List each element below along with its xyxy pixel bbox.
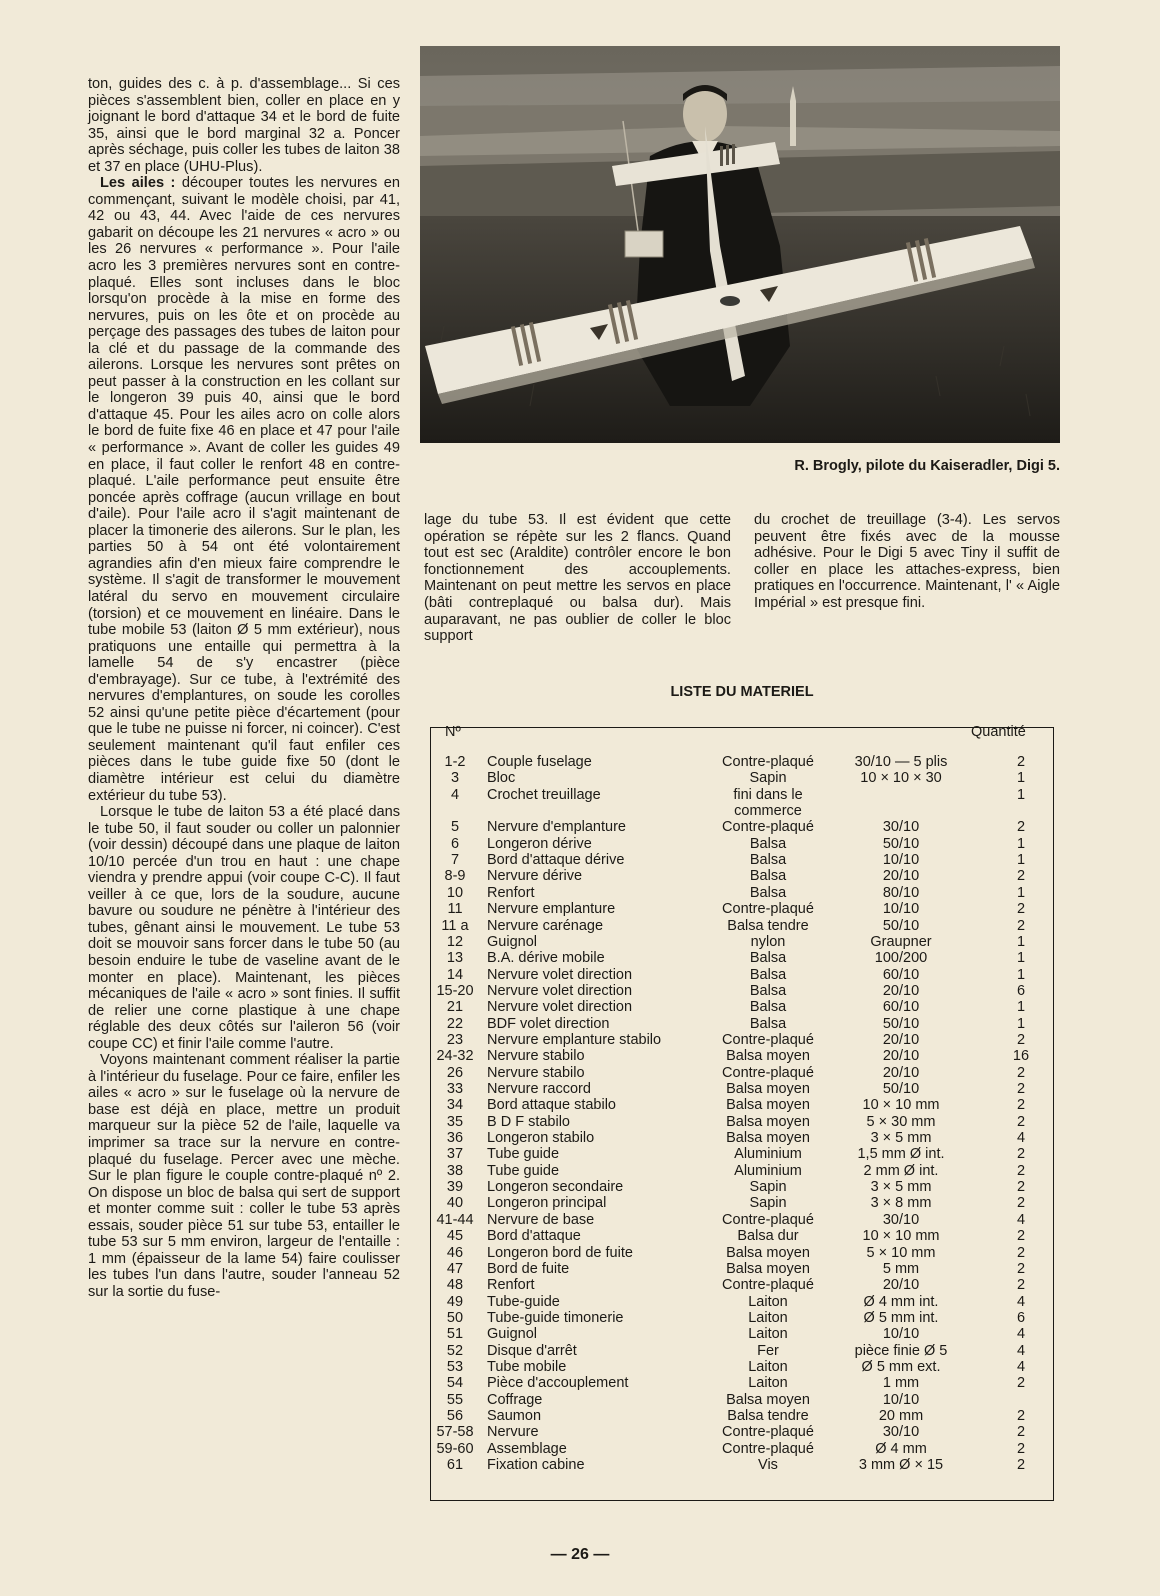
item-dimensions: 10 × 10 mm: [862, 1097, 940, 1114]
item-dimensions: 3 × 5 mm: [870, 1130, 932, 1147]
item-material: Contre-plaqué: [722, 1424, 814, 1441]
item-material: Balsa: [749, 999, 787, 1016]
item-material: Laiton: [748, 1375, 788, 1392]
table-row: [431, 1212, 1053, 1229]
item-quantity: 4: [1016, 1358, 1026, 1375]
item-quantity: 2: [1016, 1408, 1026, 1424]
item-name: Longeron secondaire: [487, 1179, 624, 1196]
item-number: 61: [446, 1457, 464, 1474]
item-quantity: 2: [1016, 868, 1026, 885]
item-material: Balsa moyen: [726, 1097, 810, 1114]
item-name: Bord d'attaque dérive: [487, 852, 625, 869]
item-material: Contre-plaqué: [722, 1277, 814, 1294]
item-quantity: 2: [1016, 1113, 1026, 1130]
item-quantity: 2: [1016, 1195, 1026, 1212]
item-dimensions: 20/10: [882, 1277, 920, 1294]
table-row: [431, 1326, 1053, 1343]
item-material: Balsa: [749, 835, 787, 852]
table-row: [431, 1310, 1053, 1327]
item-quantity: 1: [1016, 835, 1026, 852]
item-number: 15-20: [436, 982, 474, 999]
item-dimensions: Graupner: [870, 933, 932, 950]
item-number: 8-9: [444, 868, 466, 885]
item-quantity: 2: [1016, 1440, 1026, 1457]
item-number: 26: [446, 1064, 464, 1081]
item-material: Balsa moyen: [726, 1391, 810, 1408]
item-material: Contre-plaqué: [722, 1440, 814, 1457]
item-number: 50: [446, 1309, 464, 1326]
item-dimensions: 50/10: [882, 917, 920, 934]
item-dimensions: 10/10: [882, 852, 920, 869]
item-quantity: 4: [1016, 1326, 1026, 1343]
item-number: 56: [446, 1408, 464, 1424]
table-row: [431, 1359, 1053, 1376]
item-quantity: 2: [1016, 1081, 1026, 1097]
paragraph-text: ton, guides des c. à p. d'assemblage... Si ces pièces s'assemblent bien, coller en place en y joignant le bord d'attaque 34 et le bord de fuite 35, ainsi que le bord marginal 32 a. Poncer après séchage, puis coller les tubes de laiton 38 et 37 en place (UHU-Plus).: [88, 76, 400, 175]
item-number: 54: [446, 1375, 464, 1392]
item-quantity: 1: [1016, 770, 1026, 787]
item-number: 34: [446, 1097, 464, 1114]
item-material: Balsa tendre: [727, 917, 809, 934]
item-name: Tube-guide: [487, 1293, 560, 1310]
table-row: [431, 1048, 1053, 1065]
item-name: Tube mobile: [487, 1358, 567, 1375]
item-material: Contre-plaqué: [722, 1064, 814, 1081]
item-number: 49: [446, 1293, 464, 1310]
photo-caption: R. Brogly, pilote du Kaiseradler, Digi 5.: [794, 458, 1060, 474]
item-material: Balsa tendre: [727, 1408, 809, 1424]
item-name: Bord d'attaque: [487, 1228, 581, 1245]
item-number: 37: [446, 1146, 464, 1163]
table-row: [431, 1130, 1053, 1147]
item-name: Guignol: [487, 933, 537, 950]
item-number: 52: [446, 1342, 464, 1359]
table-row: [431, 1163, 1053, 1180]
item-name: B D F stabilo: [487, 1113, 570, 1130]
item-name: Nervure carénage: [487, 917, 604, 934]
item-quantity: 2: [1016, 1228, 1026, 1245]
item-dimensions: 20/10: [882, 982, 920, 999]
item-material: Balsa moyen: [726, 1130, 810, 1147]
item-quantity: 1: [1016, 966, 1026, 983]
item-material: Contre-plaqué: [722, 754, 814, 770]
materials-table: [430, 724, 1054, 1501]
article-left-column: [88, 76, 400, 1300]
item-number: 47: [446, 1260, 464, 1277]
table-row: [431, 1081, 1053, 1098]
item-dimensions: 1,5 mm Ø int.: [857, 1146, 945, 1163]
item-name: Nervure emplanture stabilo: [487, 1031, 662, 1048]
page-number: — 26 —: [550, 1546, 610, 1563]
item-number: 46: [446, 1244, 464, 1261]
item-material: Vis: [758, 1457, 778, 1474]
item-dimensions: 3 mm Ø × 15: [858, 1457, 944, 1474]
item-dimensions: 2 mm Ø int.: [863, 1162, 939, 1179]
item-name: Bord de fuite: [487, 1260, 570, 1277]
paragraph-text: Lorsque le tube de laiton 53 a été placé dans le tube 50, il faut souder ou coller un palonnier (voir dessin) découpé dans une plaque de laiton 10/10 percée d'un trou en haut : une chape viendra y prendre appui (voir coupe C-C). Il faut veiller à ce que, lors de la soudure, aucune bavure ou soudure ne pénètre à l'intérieur des tubes, gênant ainsi le mouvement. Le tube 53 doit se mouvoir sans forcer dans le tube 50 (au besoin enduire le tube de vaseline avant de le monter en place). Maintenant, les pièces mécaniques de l'aile « acro » sont finies. Il suffit de relier une corne plastique à une chape réglable des deux côtés sur l'aileron 56 (voir coupe CC) et finir l'aile comme l'autre.: [88, 804, 400, 1052]
item-material: Laiton: [748, 1293, 788, 1310]
item-quantity: 2: [1016, 1031, 1026, 1048]
item-dimensions: Ø 4 mm int.: [863, 1293, 939, 1310]
table-row: [431, 1457, 1053, 1474]
item-material: Aluminium: [734, 1146, 802, 1163]
middle-paragraph: lage du tube 53. Il est évident que cette opération se répète sur les 2 flancs. Quand tout est sec (Araldite) contrôler encore le bon fonctionnement des accouplements. Maintenant on peut mettre les servos en place (bâti contreplaqué ou balsa dur). Mais auparavant, ne pas oublier de coller le bloc support: [424, 512, 731, 645]
item-dimensions: 10/10: [882, 1391, 920, 1408]
item-number: 10: [446, 884, 464, 901]
item-dimensions: 50/10: [882, 1015, 920, 1032]
item-number: 6: [450, 835, 460, 852]
table-row: [431, 1146, 1053, 1163]
section-lead: Les ailes :: [100, 175, 176, 192]
item-name: Crochet treuillage: [487, 786, 601, 803]
item-number: 53: [446, 1358, 464, 1375]
item-name: Nervure stabilo: [487, 1048, 585, 1065]
item-dimensions: 20/10: [882, 868, 920, 885]
header-no: Nº: [445, 724, 461, 740]
right-paragraph: du crochet de treuillage (3-4). Les servos peuvent être fixés avec de la mousse adhésive. Pour le Digi 5 avec Tiny il suffit de coller en place les attaches-express, bien pratiques en l'occurrence. Maintenant, l' « Aigle Impérial » est presque fini.: [754, 512, 1060, 611]
item-name: Nervure volet direction: [487, 982, 633, 999]
item-quantity: 4: [1016, 1342, 1026, 1359]
item-material: Balsa moyen: [726, 1113, 810, 1130]
item-quantity: 1: [1016, 999, 1026, 1016]
table-row: [431, 1179, 1053, 1196]
item-number: 13: [446, 950, 464, 967]
table-row: [431, 1408, 1053, 1425]
item-dimensions: 30/10: [882, 1211, 920, 1228]
item-quantity: 6: [1016, 982, 1026, 999]
item-name: Bloc: [487, 770, 516, 787]
item-material: nylon: [750, 933, 786, 950]
table-row: [431, 934, 1053, 951]
item-name: Couple fuselage: [487, 754, 592, 770]
item-material: Balsa: [749, 950, 787, 967]
item-material: Sapin: [749, 1179, 787, 1196]
table-row: [431, 983, 1053, 1000]
item-quantity: 6: [1016, 1309, 1026, 1326]
glider-photo: [420, 46, 1060, 443]
item-name: Nervure volet direction: [487, 966, 633, 983]
item-name: B.A. dérive mobile: [487, 950, 605, 967]
item-name: Tube-guide timonerie: [487, 1309, 624, 1326]
item-material: Balsa moyen: [726, 1081, 810, 1097]
item-quantity: 2: [1016, 754, 1026, 770]
left-paragraph: [88, 1052, 400, 1300]
item-quantity: 2: [1016, 1277, 1026, 1294]
item-material: commerce: [734, 803, 802, 820]
item-quantity: 4: [1016, 1130, 1026, 1147]
table-row: [431, 1343, 1053, 1360]
item-name: Longeron stabilo: [487, 1130, 595, 1147]
left-paragraph: [88, 76, 400, 175]
item-dimensions: pièce finie Ø 5: [854, 1342, 948, 1359]
item-number: 38: [446, 1162, 464, 1179]
item-quantity: 2: [1016, 917, 1026, 934]
left-paragraph: [88, 804, 400, 1052]
item-material: Fer: [757, 1342, 779, 1359]
item-material: Contre-plaqué: [722, 819, 814, 836]
item-dimensions: 20/10: [882, 1031, 920, 1048]
item-dimensions: 10/10: [882, 901, 920, 918]
item-material: Sapin: [749, 770, 787, 787]
item-number: 59-60: [436, 1440, 474, 1457]
item-dimensions: 10 × 10 × 30: [860, 770, 942, 787]
item-dimensions: 50/10: [882, 835, 920, 852]
item-number: 11 a: [441, 917, 469, 934]
item-material: Contre-plaqué: [722, 1031, 814, 1048]
table-row: [431, 770, 1053, 787]
item-quantity: 2: [1016, 1424, 1026, 1441]
item-name: Tube guide: [487, 1146, 560, 1163]
table-row: [431, 754, 1053, 771]
item-dimensions: 10 × 10 mm: [862, 1228, 940, 1245]
item-name: Coffrage: [487, 1391, 543, 1408]
table-row: [431, 1277, 1053, 1294]
item-number: 11: [447, 901, 463, 918]
item-number: 22: [446, 1015, 464, 1032]
table-row: [431, 819, 1053, 836]
item-dimensions: 80/10: [882, 884, 920, 901]
item-number: 3: [450, 770, 460, 787]
materials-list-title: LISTE DU MATERIEL: [670, 684, 814, 700]
item-material: Balsa: [749, 966, 787, 983]
item-name: Longeron bord de fuite: [487, 1244, 633, 1261]
item-number: 1-2: [444, 754, 466, 770]
item-quantity: 1: [1016, 1015, 1026, 1032]
table-row: [431, 1016, 1053, 1033]
item-name: Longeron dérive: [487, 835, 592, 852]
paragraph-text: Voyons maintenant comment réaliser la partie à l'intérieur du fuselage. Pour ce faire, enfiler les ailes « acro » sur le fuselage où la nervure de base est déjà en place, mettre un produit marqueur sur la pièce 52 de l'aile, laquelle va imprimer sa trace sur la nervure en contre-plaqué du fuselage. Percer avec une mèche. Sur le plan figure le couple contre-plaqué nº 2. On dispose un bloc de balsa qui sert de support et monter comme suit : coller le tube 53 après essais, souder pièce 51 sur tube 53, entailler le tube 53 sur 5 mm environ, largeur de l'entaille : 1 mm (épaisseur de la lame 54) faire coulisser les tubes l'un dans l'autre, souder l'anneau 52 sur la sortie du fuse-: [88, 1052, 400, 1300]
item-material: fini dans le: [733, 786, 803, 803]
item-number: 51: [446, 1326, 464, 1343]
table-row: [431, 852, 1053, 869]
item-quantity: 16: [1012, 1048, 1030, 1065]
header-quantity: Quantité: [971, 724, 1026, 740]
table-row: [431, 1441, 1053, 1458]
table-row: [431, 868, 1053, 885]
item-number: 39: [446, 1179, 464, 1196]
photo-illustration: [420, 46, 1060, 443]
table-row: [431, 1097, 1053, 1114]
item-material: Balsa dur: [737, 1228, 799, 1245]
item-material: Contre-plaqué: [722, 901, 814, 918]
item-name: Guignol: [487, 1326, 537, 1343]
item-dimensions: 30/10: [882, 1424, 920, 1441]
item-number: 48: [446, 1277, 464, 1294]
item-dimensions: 20/10: [882, 1064, 920, 1081]
item-dimensions: 10/10: [882, 1326, 920, 1343]
article-middle-column: [424, 512, 731, 645]
item-number: 57-58: [436, 1424, 474, 1441]
item-dimensions: 60/10: [882, 966, 920, 983]
item-material: Balsa moyen: [726, 1048, 810, 1065]
table-row: [431, 1114, 1053, 1131]
item-dimensions: Ø 4 mm: [875, 1440, 927, 1457]
left-paragraph: [88, 175, 400, 804]
item-material: Laiton: [748, 1309, 788, 1326]
item-quantity: 2: [1016, 1375, 1026, 1392]
item-quantity: 2: [1016, 901, 1026, 918]
item-dimensions: 3 × 5 mm: [870, 1179, 932, 1196]
paragraph-text: découper toutes les nervures en commençant, suivant le modèle choisi, par 41, 42 ou 43, 44. Avec l'aide de ces nervures gabarit on découpe les 21 nervures « acro » ou les 26 nervures « performance ». Pour l'aile acro les 3 premières nervures sont en contre-plaqué. Elles sont incluses dans le bloc lorsqu'on procède à la mise en forme des nervures, puis on les ôte et on procède au perçage des passages des tubes de laiton pour la clé et du passage de la commande des ailerons. Lorsque les nervures sont prêtes on peut passer à la construction en les collant sur le longeron 39 puis 40, ainsi que le bord d'attaque 45. Pour les ailes acro on colle alors le bord de fuite fixe 46 en place et 47 pour l'aile « performance ». Avant de coller les guides 49 en place, il faut coller le renfort 48 en contre-plaqué. L'aile performance peut ensuite être poncée après coffrage (aucun vrillage en bout d'aile). Pour l'aile acro il s'agit maintenant de placer la timonerie des ailerons. Sur le plan, les parties 50 à 54 ont été volontairement agrandies afin d'en mieux faire comprendre le système. Il s'agit de transformer le mouvement latéral du servo en mouvement circulaire (torsion) et ce mouvement en linéaire. Dans le tube mobile 53 (laiton Ø 5 mm extérieur), nous pratiquons une entaille qui permettra à la lamelle 54 de s'y encastrer (pièce d'embrayage). Sur ce tube, à l'extrémité des nervures d'emplantures, on soude les corolles 52 ainsi qu'une petite pièce d'écartement (pour que le tube ne puisse ni forcer, ni coincer). C'est seulement maintenant qu'il faut enfiler ces pièces dans le tube guide fixe 50 (dont le diamètre intérieur est celui du diamètre extérieur du tube 53).: [88, 175, 400, 804]
table-row: [431, 803, 1053, 820]
item-name: Nervure stabilo: [487, 1064, 585, 1081]
item-dimensions: 20/10: [882, 1048, 920, 1065]
item-name: Nervure d'emplanture: [487, 819, 626, 836]
item-material: Balsa moyen: [726, 1260, 810, 1277]
table-row: [431, 1261, 1053, 1278]
item-dimensions: Ø 5 mm int.: [863, 1309, 939, 1326]
item-name: Nervure de base: [487, 1211, 595, 1228]
item-number: 36: [446, 1130, 464, 1147]
item-material: Balsa: [749, 868, 787, 885]
item-quantity: 2: [1016, 1260, 1026, 1277]
item-number: 4: [450, 786, 460, 803]
item-name: Fixation cabine: [487, 1457, 585, 1474]
table-row: [431, 1294, 1053, 1311]
item-number: 23: [446, 1031, 464, 1048]
table-row: [431, 1032, 1053, 1049]
item-quantity: 1: [1016, 933, 1026, 950]
item-dimensions: Ø 5 mm ext.: [861, 1358, 941, 1375]
table-row: [431, 1392, 1053, 1409]
item-dimensions: 1 mm: [882, 1375, 920, 1392]
item-name: Nervure: [487, 1424, 539, 1441]
item-dimensions: 5 mm: [882, 1260, 920, 1277]
item-name: Nervure dérive: [487, 868, 583, 885]
item-quantity: 2: [1016, 1162, 1026, 1179]
item-number: 45: [446, 1228, 464, 1245]
item-number: 55: [446, 1391, 464, 1408]
table-row: [431, 967, 1053, 984]
item-material: Aluminium: [734, 1162, 802, 1179]
item-number: 5: [450, 819, 460, 836]
item-quantity: 1: [1016, 852, 1026, 869]
table-row: [431, 950, 1053, 967]
item-number: 14: [446, 966, 464, 983]
table-row: [431, 1424, 1053, 1441]
item-number: 35: [446, 1113, 464, 1130]
item-material: Balsa: [749, 884, 787, 901]
item-name: Disque d'arrêt: [487, 1342, 577, 1359]
item-dimensions: 30/10: [882, 819, 920, 836]
item-quantity: 1: [1016, 950, 1026, 967]
item-name: Tube guide: [487, 1162, 560, 1179]
item-quantity: 2: [1016, 1097, 1026, 1114]
item-name: Pièce d'accouplement: [487, 1375, 629, 1392]
item-name: Renfort: [487, 884, 535, 901]
item-quantity: 2: [1016, 819, 1026, 836]
table-row: [431, 918, 1053, 935]
item-number: 41-44: [436, 1211, 474, 1228]
item-name: Nervure emplanture: [487, 901, 616, 918]
item-quantity: 2: [1016, 1179, 1026, 1196]
item-quantity: 1: [1016, 884, 1026, 901]
item-number: 21: [446, 999, 464, 1016]
item-name: Saumon: [487, 1408, 542, 1424]
item-quantity: 4: [1016, 1211, 1026, 1228]
item-material: Sapin: [749, 1195, 787, 1212]
item-quantity: 4: [1016, 1293, 1026, 1310]
item-number: 24-32: [436, 1048, 474, 1065]
table-row: [431, 999, 1053, 1016]
article-right-column: [754, 512, 1060, 612]
item-number: 7: [450, 852, 460, 869]
table-row: [431, 1195, 1053, 1212]
item-material: Balsa moyen: [726, 1244, 810, 1261]
item-quantity: 2: [1016, 1244, 1026, 1261]
item-number: 40: [446, 1195, 464, 1212]
item-number: 12: [446, 933, 464, 950]
table-row: [431, 885, 1053, 902]
table-row: [431, 1245, 1053, 1262]
item-dimensions: 50/10: [882, 1081, 920, 1097]
item-quantity: 2: [1016, 1064, 1026, 1081]
table-row: [431, 1228, 1053, 1245]
item-quantity: 2: [1016, 1457, 1026, 1474]
item-material: Balsa: [749, 852, 787, 869]
table-row: [431, 836, 1053, 853]
item-dimensions: 20 mm: [878, 1408, 924, 1424]
item-quantity: 1: [1016, 786, 1026, 803]
item-material: Contre-plaqué: [722, 1211, 814, 1228]
table-row: [431, 1375, 1053, 1392]
item-material: Laiton: [748, 1326, 788, 1343]
item-name: Assemblage: [487, 1440, 567, 1457]
item-name: Nervure raccord: [487, 1081, 591, 1097]
item-dimensions: 3 × 8 mm: [870, 1195, 932, 1212]
table-row: [431, 1065, 1053, 1082]
item-name: Nervure volet direction: [487, 999, 633, 1016]
table-row: [431, 901, 1053, 918]
item-material: Balsa: [749, 1015, 787, 1032]
item-material: Balsa: [749, 982, 787, 999]
item-dimensions: 5 × 30 mm: [866, 1113, 936, 1130]
item-material: Laiton: [748, 1358, 788, 1375]
item-dimensions: 60/10: [882, 999, 920, 1016]
item-name: Longeron principal: [487, 1195, 607, 1212]
item-dimensions: 100/200: [874, 950, 928, 967]
item-dimensions: 5 × 10 mm: [866, 1244, 936, 1261]
item-quantity: 2: [1016, 1146, 1026, 1163]
item-dimensions: 30/10 — 5 plis: [854, 754, 948, 770]
item-name: Bord attaque stabilo: [487, 1097, 616, 1114]
table-row: [431, 787, 1053, 804]
item-name: BDF volet direction: [487, 1015, 610, 1032]
item-name: Renfort: [487, 1277, 535, 1294]
item-number: 33: [446, 1081, 464, 1097]
